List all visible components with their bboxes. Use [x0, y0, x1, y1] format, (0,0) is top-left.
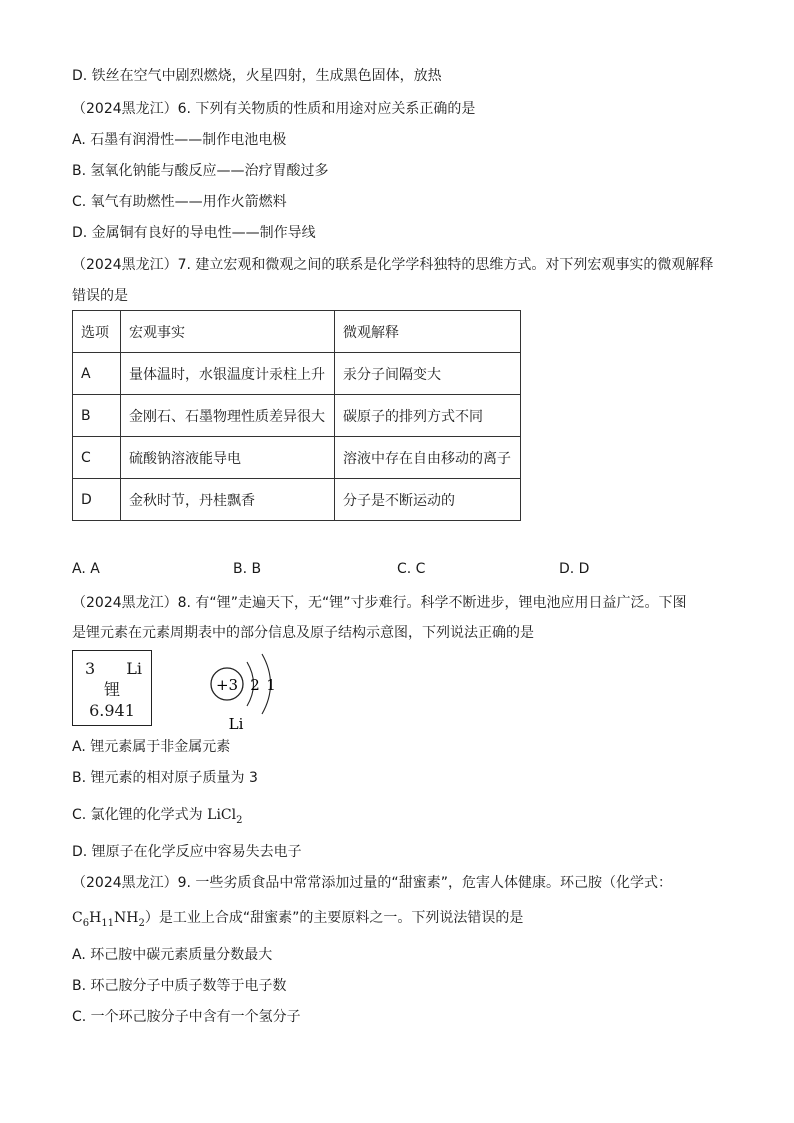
- q7-answer-c: C. C: [397, 561, 426, 577]
- table-cell: D: [73, 479, 121, 521]
- atom-structure-diagram: [200, 650, 300, 735]
- q6-option-b: B. 氢氧化钠能与酸反应——治疗胃酸过多: [72, 163, 329, 179]
- table-header-cell: 宏观事实: [121, 311, 335, 353]
- q7-answer-options: [72, 561, 632, 581]
- nucleus-charge: +3: [215, 676, 239, 694]
- formula-nh: NH: [114, 910, 139, 926]
- formula-h: H: [89, 910, 102, 926]
- q7-answer-b: B. B: [233, 561, 262, 577]
- q8-option-b: B. 锂元素的相对原子质量为 3: [72, 770, 258, 786]
- q8-option-d: D. 锂原子在化学反应中容易失去电子: [72, 844, 302, 860]
- q8-option-a: A. 锂元素属于非金属元素: [72, 739, 231, 755]
- element-name: 锂: [103, 680, 120, 699]
- q8-option-c-text: C. 氯化锂的化学式为: [72, 807, 208, 823]
- q6-option-c: C. 氧气有助燃性——用作火箭燃料: [72, 194, 287, 210]
- table-cell: B: [73, 395, 121, 437]
- cyclohexylamine-formula: [72, 910, 145, 929]
- table-header-row: [73, 311, 521, 353]
- formula-subscript: 2: [236, 814, 243, 826]
- table-cell: 金刚石、石墨物理性质差异很大: [121, 395, 335, 437]
- q7-answer-a: A. A: [72, 561, 100, 577]
- table-cell: 汞分子间隔变大: [335, 353, 521, 395]
- q7-answer-d: D. D: [559, 561, 590, 577]
- table-row: [73, 395, 521, 437]
- formula-nh-sub: 2: [138, 917, 145, 929]
- q6-option-d: D. 金属铜有良好的导电性——制作导线: [72, 225, 316, 241]
- q9-stem-line1: （2024黑龙江）9. 一些劣质食品中常常添加过量的“甜蜜素”，危害人体健康。环己胺（化学式：: [72, 875, 672, 891]
- table-header-cell: 微观解释: [335, 311, 521, 353]
- q7-stem-line1: （2024黑龙江）7. 建立宏观和微观之间的联系是化学学科独特的思维方式。对下列宏观事实的微观解释: [72, 257, 714, 273]
- table-cell: A: [73, 353, 121, 395]
- formula-h-sub: 11: [101, 917, 115, 929]
- table-cell: 碳原子的排列方式不同: [335, 395, 521, 437]
- shell-1-electrons: 2: [250, 676, 260, 694]
- periodic-table-cell: [72, 650, 152, 726]
- q9-option-c: C. 一个环己胺分子中含有一个氢分子: [72, 1009, 301, 1025]
- table-header-cell: 选项: [73, 311, 121, 353]
- shell-2-electrons: 1: [266, 676, 276, 694]
- q9-stem-line2: [72, 908, 523, 934]
- lithium-chloride-formula: [207, 807, 243, 826]
- table-cell: 溶液中存在自由移动的离子: [335, 437, 521, 479]
- formula-c: C: [72, 910, 83, 926]
- atom-label: Li: [228, 715, 244, 733]
- q9-option-a: A. 环己胺中碳元素质量分数最大: [72, 947, 273, 963]
- q9-option-b: B. 环己胺分子中质子数等于电子数: [72, 978, 287, 994]
- table-cell: 量体温时，水银温度计汞柱上升: [121, 353, 335, 395]
- q7-table: [72, 310, 521, 521]
- q6-option-a: A. 石墨有润滑性——制作电池电极: [72, 132, 287, 148]
- table-row: [73, 437, 521, 479]
- q8-stem-line2: 是锂元素在元素周期表中的部分信息及原子结构示意图，下列说法正确的是: [72, 625, 534, 641]
- table-cell: 分子是不断运动的: [335, 479, 521, 521]
- q6-stem: （2024黑龙江）6. 下列有关物质的性质和用途对应关系正确的是: [72, 101, 476, 117]
- table-cell: 硫酸钠溶液能导电: [121, 437, 335, 479]
- table-row: [73, 353, 521, 395]
- q8-stem-line1: （2024黑龙江）8. 有“锂”走遍天下，无“锂”寸步难行。科学不断进步，锂电池应用日益广泛。下图: [72, 595, 687, 611]
- table-row: [73, 479, 521, 521]
- atomic-number: 3: [85, 659, 96, 678]
- q7-stem-line2: 错误的是: [72, 288, 128, 304]
- element-symbol: Li: [126, 659, 142, 678]
- formula-c-sub: 6: [82, 917, 90, 929]
- table-cell: C: [73, 437, 121, 479]
- q5-option-d: D. 铁丝在空气中剧烈燃烧，火星四射，生成黑色固体，放热: [72, 68, 442, 84]
- formula-body: LiCl: [207, 807, 237, 823]
- q9-stem-line2-text: ）是工业上合成“甜蜜素”的主要原料之一。下列说法错误的是: [144, 910, 524, 926]
- atomic-mass: 6.941: [89, 701, 135, 720]
- q8-option-c: [72, 805, 242, 831]
- table-cell: 金秋时节，丹桂飘香: [121, 479, 335, 521]
